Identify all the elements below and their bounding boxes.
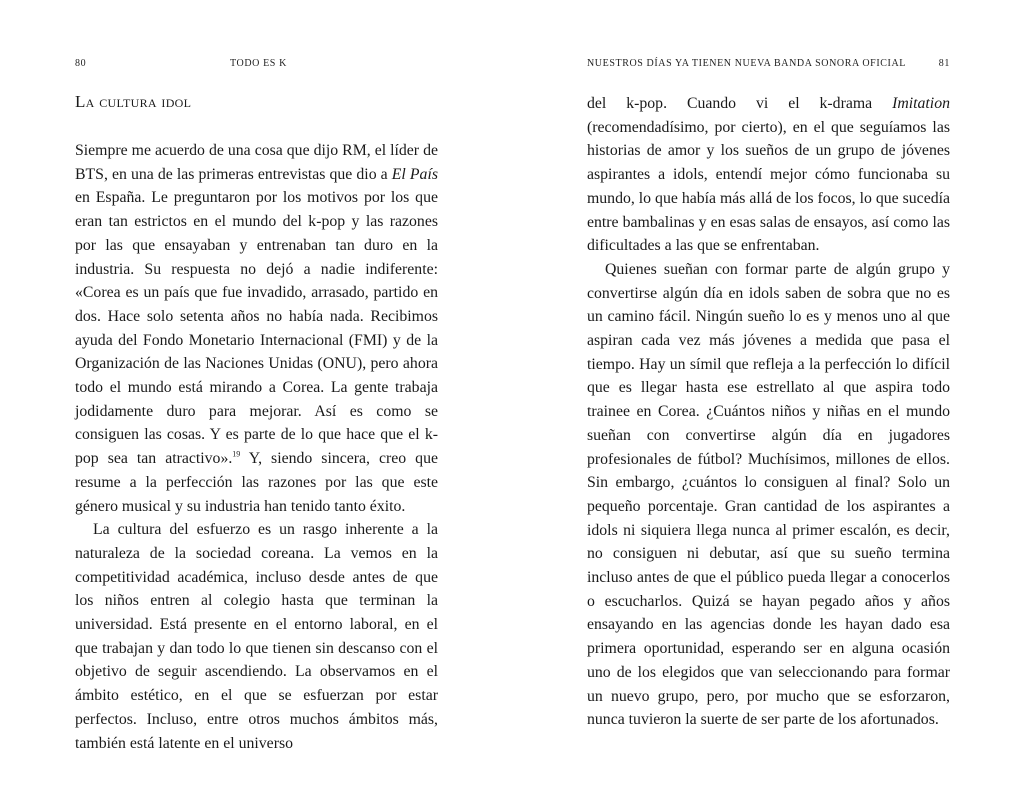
left-page-number: 80: [75, 58, 87, 69]
left-paragraph-1-c: en España. Le preguntaron por los motivos por los que eran tan estrictos en el mundo del k-pop y las razones por las que ensayaban y entrenaban tan duro en la industria. Su respuesta no dejó a nadie indiferente: «Corea es un país que fue invadido, arrasado, partido en dos. Hace solo setenta años no había nada. Recibimos ayuda del Fondo Monetario Internacional (FMI) y de la Organización de las Naciones Unidas (ONU), pero ahora todo el mundo está mirando a Corea. La gente trabaja jodidamente duro para mejorar. Así es como se consiguen las cosas. Y es parte de lo que hace que el k-pop sea tan atractivo».: [75, 189, 438, 468]
right-paragraph-1: [587, 92, 950, 258]
section-title: La cultura idol: [75, 92, 192, 111]
right-paragraph-1-a: del k-pop. Cuando vi el k-drama: [587, 95, 893, 112]
right-paragraph-1-c: (recomendadísimo, por cierto), en el que seguíamos las historias de amor y los sueños de un grupo de jóvenes aspirantes a idols, entendí mejor cómo funcionaba su mundo, lo que había más allá de los focos, lo que sucedía entre bambalinas y en esas salas de ensayos, así como las dificultades a las que se enfrentaban.: [587, 118, 950, 255]
right-paragraph-1-italic: Imitation: [892, 95, 950, 112]
left-paragraph-1: [75, 139, 438, 518]
right-page: [587, 0, 950, 785]
left-paragraph-1-a: Siempre me acuerdo de una cosa que dijo RM, el líder de BTS, en una de las primeras entrevistas que dio a: [75, 142, 438, 183]
left-running-head-title: TODO ES K: [230, 58, 287, 69]
left-page: [75, 0, 438, 785]
right-paragraph-2: Quienes sueñan con formar parte de algún grupo y convertirse algún día en idols saben de sobra que no es un camino fácil. Ningún sueño lo es y menos uno al que aspiran cada vez más jóvenes a medida que pasa el tiempo. Hay un símil que refleja a la perfección lo difícil que es llegar hasta ese estrellato al que aspira todo trainee en Corea. ¿Cuántos niños y niñas en el mundo sueñan con convertirse algún día en jugadores profesionales de fútbol? Muchísimos, millones de ellos. Sin embargo, ¿cuántos lo consiguen al final? Solo un pequeño porcentaje. Gran cantidad de los aspirantes a idols ni siquiera llega nunca al primer escalón, es decir, no consiguen ni debutar, así que su sueño termina incluso antes de que el público pueda llegar a conocerlos o escucharlos. Quizá se hayan pegado años y años ensayando en las agencias donde les hayan dado esa primera oportunidad, esperando ser en alguna ocasión uno de los elegidos que van seleccionando para formar un nuevo grupo, pero, por mucho que se esforzaron, nunca tuvieron la suerte de ser parte de los afortunados.: [587, 260, 950, 729]
footnote-reference: 19: [232, 449, 241, 459]
right-running-head: [587, 57, 950, 71]
right-running-head-title: NUESTROS DÍAS YA TIENEN NUEVA BANDA SONORA OFICIAL: [586, 58, 906, 69]
left-paragraph-2: La cultura del esfuerzo es un rasgo inherente a la naturaleza de la sociedad coreana. La vemos en la competitividad académica, incluso desde antes de que los niños entren al colegio hasta que terminan la universidad. Está presente en el entorno laboral, en el que trabajan y dan todo lo que tienen sin descanso con el objetivo de seguir ascendiendo. La observamos en el ámbito estético, en el que se esfuerzan por estar perfectos. Incluso, entre otros muchos ámbitos más, también está latente en el universo: [75, 521, 438, 752]
left-running-head: [75, 57, 438, 71]
left-paragraph-1-d: Y, siendo sincera, creo que resume a la perfección las razones por las que este género musical y su industria han tenido tanto éxito.: [75, 450, 438, 515]
right-page-number: 81: [938, 58, 950, 69]
left-body-text: [75, 139, 438, 755]
right-body-text: [587, 92, 950, 732]
left-paragraph-1-italic: El País: [391, 165, 438, 183]
